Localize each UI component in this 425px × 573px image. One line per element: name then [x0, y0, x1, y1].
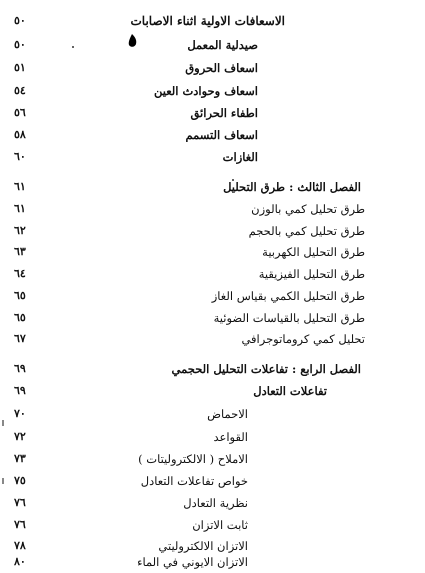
page-number: ٦٩ — [14, 384, 26, 397]
entry-title: طرق تحليل كمي بالحجم — [248, 224, 365, 238]
toc-entry — [0, 450, 425, 468]
page-number: ٧٦ — [14, 496, 26, 509]
entry-title: الاسعافات الاولية اثناء الاصابات — [130, 14, 285, 28]
page-number: ٧٦ — [14, 518, 26, 531]
entry-title: اسعاف وحوادث العين — [153, 84, 258, 98]
page-number: ٦١ — [14, 180, 26, 193]
toc-entry — [0, 12, 425, 30]
page-number: ٥١ — [14, 61, 26, 74]
page-number: ٧٠ — [14, 407, 26, 420]
toc-entry — [0, 148, 425, 166]
page-number: ٦٣ — [14, 245, 26, 258]
entry-title: اطفاء الحرائق — [190, 106, 258, 120]
toc-entry — [0, 553, 425, 571]
entry-title: اسعاف التسمم — [185, 128, 258, 142]
page-number: ٥٤ — [14, 84, 26, 97]
entry-title: الغازات — [222, 150, 258, 164]
entry-title: الاملاح ( الالكتروليتات ) — [138, 452, 248, 466]
page-number: ٧٣ — [14, 452, 26, 465]
entry-title: طرق التحليل الكهربية — [262, 245, 365, 259]
entry-title: تفاعلات التعادل — [253, 384, 327, 398]
page-number: ٦٤ — [14, 267, 26, 280]
page-number: ٥٠ — [14, 38, 26, 51]
entry-title: طرق التحليل الكمي بقياس الغاز — [211, 289, 365, 303]
page-number: ٦٥ — [14, 311, 26, 324]
entry-title: طرق التحليل بالقياسات الضوئية — [213, 311, 365, 325]
page-number: ٦٠ — [14, 150, 26, 163]
toc-entry — [0, 405, 425, 423]
page-number: ٨٠ — [14, 555, 26, 568]
page-number: ٦٧ — [14, 332, 26, 345]
entry-title: الاتزان الايوني في الماء — [137, 555, 248, 569]
toc-entry — [0, 82, 425, 100]
entry-title: ثابت الاتزان — [192, 518, 248, 532]
entry-title: الفصل الثالث : طرق التحليل — [223, 180, 361, 194]
toc-entry — [0, 126, 425, 144]
entry-title: نظرية التعادل — [183, 496, 248, 510]
page-number: ٧٨ — [14, 539, 26, 552]
entry-title: طرق التحليل الفيزيقية — [258, 267, 365, 281]
entry-title: الاتزان الالكتروليتي — [158, 539, 248, 553]
entry-title: الفصل الرابع : تفاعلات التحليل الحجمي — [171, 362, 361, 376]
chapter-heading — [0, 360, 425, 378]
entry-title: الاحماض — [207, 407, 248, 421]
entry-title: خواص تفاعلات التعادل — [140, 474, 248, 488]
page-number: ٥٦ — [14, 106, 26, 119]
page-number: ٦٥ — [14, 289, 26, 302]
page-number: ٧٥ — [14, 474, 26, 487]
toc-entry — [0, 104, 425, 122]
toc-entry — [0, 265, 425, 283]
toc-entry — [0, 472, 425, 490]
toc-entry — [0, 309, 425, 327]
entry-title: القواعد — [213, 430, 248, 444]
toc-entry — [0, 382, 425, 400]
toc-entry — [0, 200, 425, 218]
toc-entry — [0, 330, 425, 348]
entry-title: صيدلية المعمل — [187, 38, 258, 52]
entry-title: طرق تحليل كمي بالوزن — [251, 202, 365, 216]
toc-entry — [0, 59, 425, 77]
toc-entry — [0, 287, 425, 305]
toc-entry — [0, 36, 425, 54]
entry-title: تحليل كمي كروماتوجرافي — [241, 332, 365, 346]
page-number: ٧٢ — [14, 430, 26, 443]
chapter-heading — [0, 178, 425, 196]
toc-entry — [0, 516, 425, 534]
entry-title: اسعاف الحروق — [185, 61, 258, 75]
page-number: ٥٨ — [14, 128, 26, 141]
toc-entry — [0, 222, 425, 240]
toc-entry — [0, 428, 425, 446]
toc-entry — [0, 494, 425, 512]
page-number: ٦٢ — [14, 224, 26, 237]
page-number: ٦٩ — [14, 362, 26, 375]
page-number: ٦١ — [14, 202, 26, 215]
toc-entry — [0, 243, 425, 261]
page-number: ٥٠ — [14, 14, 26, 27]
